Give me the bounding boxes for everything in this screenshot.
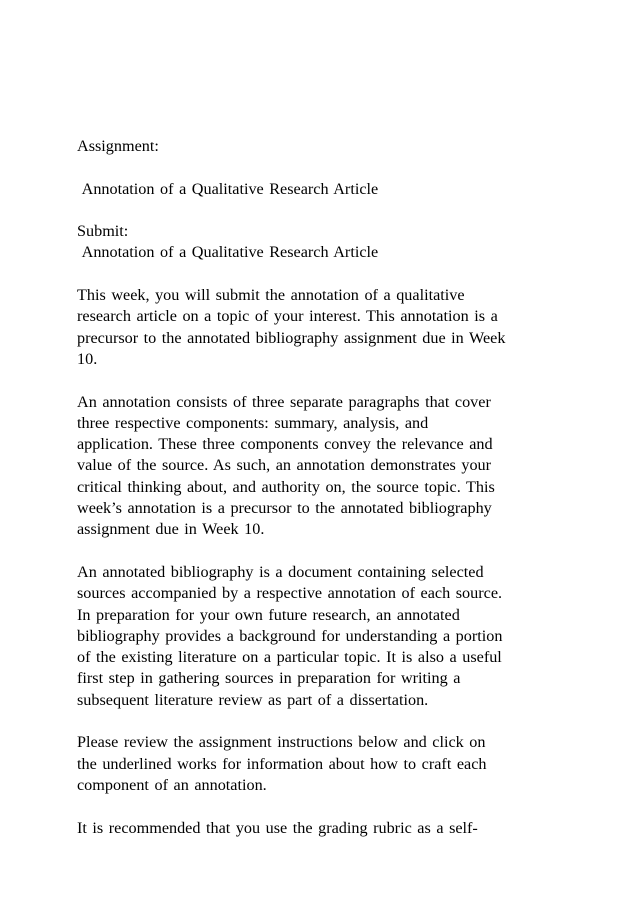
text-line: In preparation for your own future research, an annotated xyxy=(77,605,460,624)
paragraph-intro xyxy=(77,285,577,370)
text-line: value of the source. As such, an annotation demonstrates your xyxy=(77,456,492,475)
spacer xyxy=(77,370,577,391)
paragraph-recommendation xyxy=(77,818,577,839)
text-line: first step in gathering sources in preparation for writing a xyxy=(77,669,461,688)
text-line: 10. xyxy=(77,349,98,368)
spacer xyxy=(77,711,577,732)
text-line: component of an annotation. xyxy=(77,775,267,794)
text-line: precursor to the annotated bibliography assignment due in Week xyxy=(77,328,506,347)
spacer xyxy=(77,541,577,562)
spacer xyxy=(77,157,577,178)
paragraph-bibliography-definition xyxy=(77,562,577,711)
text-line: week’s annotation is a precursor to the annotated bibliography xyxy=(77,499,492,518)
spacer xyxy=(77,796,577,817)
text-line: of the existing literature on a particular topic. It is also a useful xyxy=(77,648,502,667)
paragraph-annotation-definition xyxy=(77,392,577,541)
spacer xyxy=(77,200,577,221)
assignment-title: Annotation of a Qualitative Research Article xyxy=(77,179,379,198)
submit-label: Submit: xyxy=(77,222,129,241)
text-line: An annotated bibliography is a document containing selected xyxy=(77,562,484,581)
text-line: application. These three components convey the relevance and xyxy=(77,435,493,454)
text-line: research article on a topic of your interest. This annotation is a xyxy=(77,307,498,326)
text-line: An annotation consists of three separate paragraphs that cover xyxy=(77,392,491,411)
text-line: It is recommended that you use the grading rubric as a self- xyxy=(77,818,478,837)
text-line: bibliography provides a background for understanding a portion xyxy=(77,626,503,645)
text-line: assignment due in Week 10. xyxy=(77,520,265,539)
text-line: the underlined works for information about how to craft each xyxy=(77,754,487,773)
paragraph-instructions xyxy=(77,732,577,796)
text-line: critical thinking about, and authority on, the source topic. This xyxy=(77,477,495,496)
text-line: sources accompanied by a respective annotation of each source. xyxy=(77,584,503,603)
spacer xyxy=(77,264,577,285)
text-line: This week, you will submit the annotation of a qualitative xyxy=(77,286,465,305)
assignment-label: Assignment: xyxy=(77,137,159,155)
text-line: subsequent literature review as part of a dissertation. xyxy=(77,690,429,709)
text-line: three respective components: summary, analysis, and xyxy=(77,413,429,432)
document-body xyxy=(77,136,577,839)
submit-title: Annotation of a Qualitative Research Article xyxy=(77,243,379,262)
text-line: Please review the assignment instructions below and click on xyxy=(77,733,486,752)
